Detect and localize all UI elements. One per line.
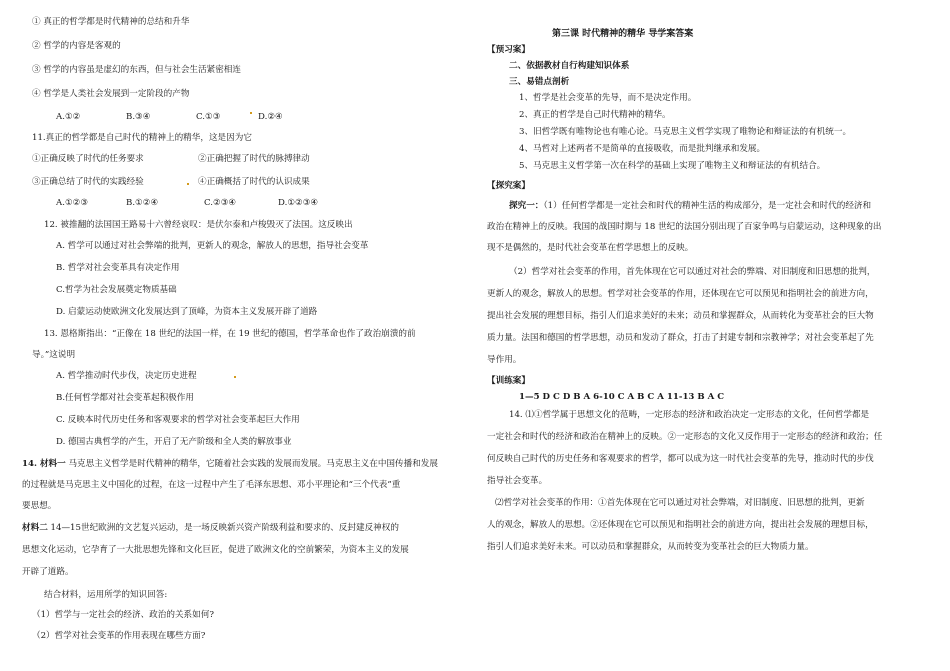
error-point-3: 3、旧哲学既有唯物论也有唯心论。马克思主义哲学实现了唯物论和辩证法的有机统一。 [519,127,852,137]
answer-14-line-7: 指引人们追求美好未来。可以动员和掌握群众，从而转变为变革社会的巨大物质力量。 [487,542,814,552]
q11-choice-b: B.①②④ [126,198,159,208]
q10-option-2: ② 哲学的内容是客观的 [32,41,121,51]
q13-choice-d: D. 德国古典哲学的产生，开启了无产阶级和全人类的解放事业 [56,437,292,447]
q14-material-1-line-2: 的过程就是马克思主义中国化的过程，在这一过程中产生了毛泽东思想、邓小平理论和“三个代表”重 [22,480,401,490]
q13-choice-b: B.任何哲学都对社会变革起积极作用 [56,393,194,403]
error-point-1: 1、哲学是社会变革的先导，而不是决定作用。 [519,93,697,103]
error-point-2: 2、真正的哲学是自己时代精神的精华。 [519,110,671,120]
q12-choice-c: C.哲学为社会发展奠定物质基础 [56,285,177,295]
explore-2-line-1: （2）哲学对社会变革的作用，首先体现在它可以通过对社会的弊端、对旧制度和旧思想的批判， [509,267,876,277]
q11-stem: 11.真正的哲学都是自己时代的精神上的精华，这是因为它 [32,133,252,143]
material-2-line-2: 思想文化运动，它孕育了一大批思想先锋和文化巨匠，促进了欧洲文化的空前繁荣，为资本主义的发展 [22,545,409,555]
q12-choice-a: A. 哲学可以通过对社会弊端的批判，更新人的观念，解放人的思想，指导社会变革 [56,241,369,251]
error-point-5: 5、马克思主义哲学第一次在科学的基础上实现了唯物主义和辩证法的有机结合。 [519,161,826,171]
marker-dot [250,112,252,114]
section-preview-item-3: 三、易错点剖析 [509,77,570,87]
error-point-4: 4、马哲对上述两者不是简单的直接吸收，而是批判继承和发展。 [519,144,766,154]
question-1: （1）哲学与一定社会的经济、政治的关系如何? [32,610,214,620]
q11-option-2: ②正确把握了时代的脉搏律动 [198,154,310,164]
q14-material-label: 14. 材料一 [22,459,66,469]
q11-option-3: ③正确总结了时代的实践经验 [32,177,144,187]
answer-14-line-2: 一定社会和时代的经济和政治在精神上的反映。②一定形态的文化又反作用于一定形态的经济和政治；任 [487,432,883,442]
q13-stem-1: 13. 恩格斯指出：“正像在 18 世纪的法国一样，在 19 世纪的德国，哲学革命也作了政治崩溃的前 [44,329,416,339]
explore-1-line-3: 现不是偶然的，是时代社会变革在哲学思想上的反映。 [487,243,694,253]
q12-choice-d: D. 启蒙运动使欧洲文化发展达到了顶峰，为资本主义发展开辟了道路 [56,307,318,317]
q14-material-1-line-3: 要思想。 [22,501,57,511]
answer-14-line-1: 14. ⑴①哲学属于思想文化的范畴，一定形态的经济和政治决定一定形态的文化，任何哲学都是 [509,410,870,420]
q10-option-3: ③ 哲学的内容虽是虚幻的东西，但与社会生活紧密相连 [32,65,241,75]
explore-1-line-1: （1）任何哲学都是一定社会和时代的精神生活的构成部分，是一定社会和时代的经济和 [543,201,872,211]
page-title: 第三课 时代精神的精华 导学案答案 [552,29,694,39]
q11-option-4: ④正确概括了时代的认识成果 [198,177,310,187]
q11-choice-c: C.②③④ [204,198,237,208]
explore-2-line-3: 提出社会发展的理想目标，指引人们追求美好的未来；动员和掌握群众，从而转化为变革社会的巨大物 [487,311,874,321]
answer-14-line-6: 人的观念，解放人的思想。②还体现在它可以预见和指明社会的前进方向，提出社会发展的理想目标， [487,520,874,530]
question-intro: 结合材料，运用所学的知识回答: [44,590,168,600]
q11-option-1: ①正确反映了时代的任务要求 [32,154,144,164]
material-2-line-3: 开辟了道路。 [22,567,74,577]
q10-option-4: ④ 哲学是人类社会发展到一定阶段的产物 [32,89,190,99]
section-preview-item-2: 二、依据教材自行构建知识体系 [509,61,630,71]
q11-choice-a: A.①②③ [56,198,89,208]
answer-14-line-3: 何反映自己时代的历史任务和客观要求的哲学，都可以成为这一时代社会变革的先导，推动时代的步伐 [487,454,874,464]
q14-material-1-line-1: 马克思主义哲学是时代精神的精华，它随着社会实践的发展而发展。马克思主义在中国传播和发展 [65,459,438,469]
material-2-label: 材料二 [22,523,48,533]
q10-choice-c: C.①③ [196,112,221,122]
explore-2-line-5: 导作用。 [487,355,522,365]
marker-dot [234,376,236,378]
question-2: （2）哲学对社会变革的作用表现在哪些方面? [32,631,206,641]
answer-key: 1—5 D C D B A 6-10 C A B C A 11-13 B A C [519,392,725,402]
q12-choice-b: B. 哲学对社会变革具有决定作用 [56,263,180,273]
marker-dot [187,183,189,185]
q10-choice-d: D.②④ [258,112,283,122]
explore-1-line-2: 政治在精神上的反映。我国的战国时期与 18 世纪的法国分别出现了百家争鸣与启蒙运动，这种现象的出 [487,222,882,232]
answer-14-line-4: 指导社会变革。 [487,476,548,486]
q10-option-1: ① 真正的哲学都是时代精神的总结和升华 [32,17,190,27]
q13-choice-c: C. 反映本时代历史任务和客观要求的哲学对社会变革起巨大作用 [56,415,300,425]
explore-2-line-4: 质力量。法国和德国的哲学思想，动员和发动了群众，打击了封建专制和宗教神学；对社会变革起了先 [487,333,874,343]
section-training: 【训练案】 [487,376,530,386]
section-explore: 【探究案】 [487,181,530,191]
q13-stem-2: 导。”这说明 [32,350,76,360]
material-2-line-1: 14—15世纪欧洲的文艺复兴运动，是一场反映新兴资产阶级利益和要求的、反封建反神权的 [47,523,399,533]
q13-choice-a: A. 哲学推动时代步伐，决定历史进程 [56,371,197,381]
explore-2-line-2: 更新人的观念，解放人的思想。哲学对社会变革的作用，还体现在它可以预见和指明社会的前进方向， [487,289,874,299]
q11-choice-d: D.①②③④ [278,198,319,208]
q12-stem: 12. 被推翻的法国国王路易十六曾经哀叹：是伏尔泰和卢梭毁灭了法国。这反映出 [44,220,353,230]
q10-choice-b: B.③④ [126,112,151,122]
explore-1-label: 探究一： [509,201,544,211]
answer-14-line-5: ⑵哲学对社会变革的作用：①首先体现在它可以通过对社会弊端，对旧制度、旧思想的批判，更新 [495,498,865,508]
section-preview: 【预习案】 [487,45,530,55]
q10-choice-a: A.①② [56,112,81,122]
